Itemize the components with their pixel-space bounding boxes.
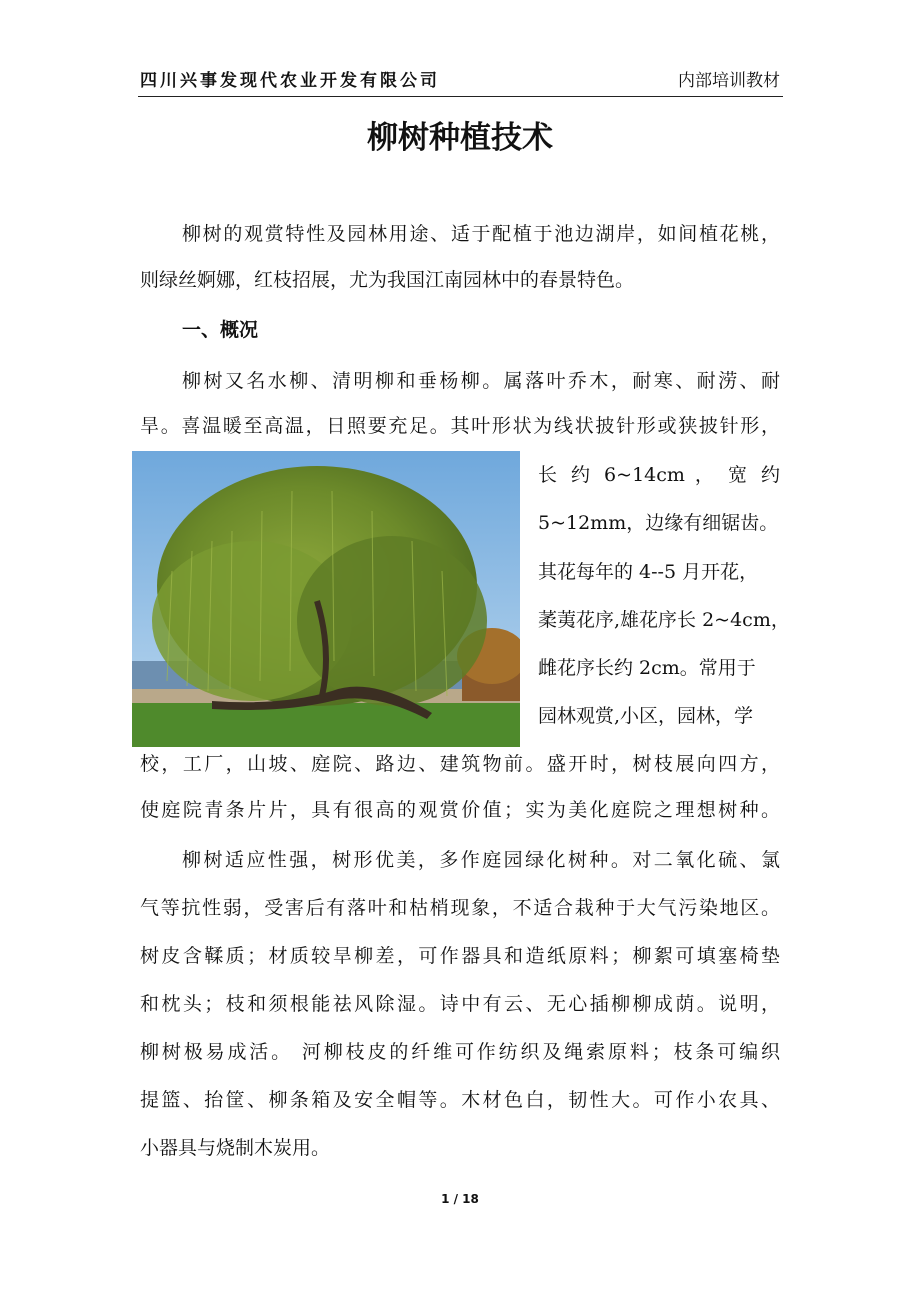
- overview-line-2: 旱。喜温暖至高温，日照要充足。其叶形状为线状披针形或狭披针形，: [140, 415, 780, 437]
- intro-line-1: 柳树的观赏特性及园林用途、适于配植于池边湖岸，如间植花桃，: [182, 223, 780, 245]
- side-line-5: 雌花序长约 2cm。常用于: [538, 657, 756, 679]
- overview-line-4: 使庭院青条片片，具有很高的观赏价值；实为美化庭院之理想树种。: [140, 799, 780, 821]
- side-line-3: 其花每年的 4--5 月开花，: [538, 561, 759, 583]
- section-heading: 一、概况: [182, 319, 259, 341]
- para2-line-3: 树皮含鞣质；材质较旱柳差，可作器具和造纸原料；柳絮可填塞椅垫: [140, 945, 780, 967]
- para2-line-2: 气等抗性弱，受害后有落叶和枯梢现象，不适合栽种于大气污染地区。: [140, 897, 780, 919]
- overview-line-1: 柳树又名水柳、清明柳和垂杨柳。属落叶乔木，耐寒、耐涝、耐: [182, 370, 780, 392]
- side-line-2: 5~12mm，边缘有细锯齿。: [538, 512, 779, 534]
- intro-line-2: 则绿丝婀娜，红枝招展，尤为我国江南园林中的春景特色。: [140, 269, 635, 291]
- overview-line-3: 校，工厂，山坡、庭院、路边、建筑物前。盛开时，树枝展向四方，: [140, 753, 780, 775]
- para2-line-6: 提篮、抬筐、柳条箱及安全帽等。木材色白，韧性大。可作小农具、: [140, 1089, 780, 1111]
- willow-tree-photo: [132, 451, 520, 747]
- para2-line-4: 和枕头；枝和须根能祛风除湿。诗中有云、无心插柳柳成荫。说明，: [140, 993, 780, 1015]
- side-line-1: 长 约 6~14cm ， 宽 约: [538, 464, 780, 486]
- side-line-4: 葇荑花序,雄花序长 2~4cm，: [538, 609, 790, 631]
- side-line-6: 园林观赏,小区，园林，学: [538, 705, 754, 727]
- page-number: 1 / 18: [441, 1192, 479, 1206]
- para2-line-1: 柳树适应性强，树形优美，多作庭园绿化树种。对二氧化硫、氯: [182, 849, 780, 871]
- para2-line-7: 小器具与烧制木炭用。: [140, 1137, 331, 1159]
- page-title: 柳树种植技术: [367, 120, 553, 156]
- para2-line-5: 柳树极易成活。 河柳枝皮的纤维可作纺织及绳索原料；枝条可编织: [140, 1041, 780, 1063]
- header-company: 四川兴事发现代农业开发有限公司: [140, 71, 440, 91]
- header-doc-type: 内部培训教材: [678, 71, 780, 91]
- header-divider: [138, 96, 783, 97]
